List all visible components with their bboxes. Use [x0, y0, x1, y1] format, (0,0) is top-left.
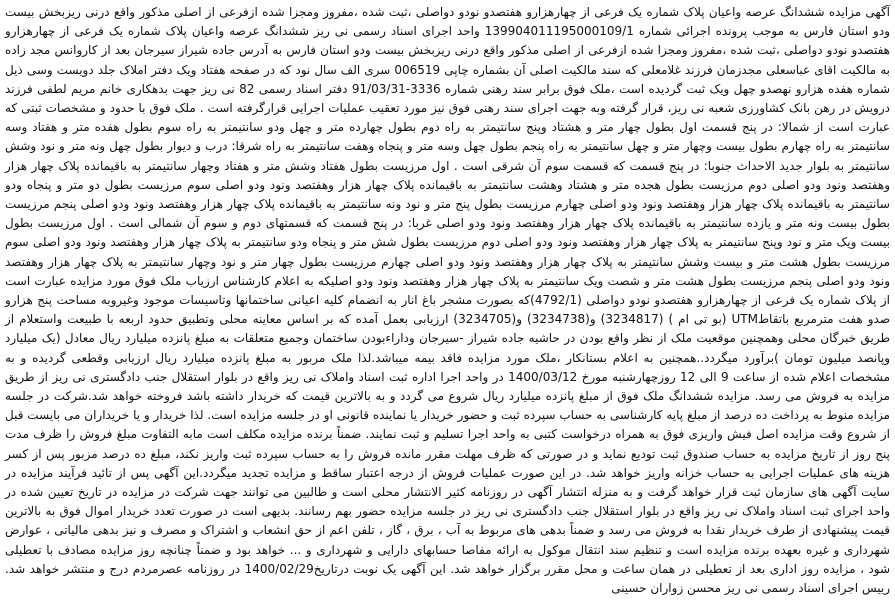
- auction-notice-text: آگهی مزایده ششدانگ عرصه واعیان پلاک شماره یک فرعی از چهارهزارو هفتصدو نودو دواصلی ،ثبت شده ،مفروز ومجزا شده ازفرعی از اصلی مذکور واقع درنی ریزبخش بیست ودو استان فارس به موجب پرونده اجرائی شماره 139904011195000109/1 واحد اجرای اسناد رسمی نی ریز ششدانگ عرصه واعیان پلاک شماره یک فرعی از چهارهزارو هفتصدو نودو دواصلی ،ثبت شده ،مفروز ومجزا شده ازفرعی از اصلی مذکور واقع درنی ریزبخش بیست ودو استان فارس به آدرس جاده شیراز سیرجان بعد از کاروانس مجد زاده به مالکیت اقای عباسعلی مجدزمان فرزند غلامعلی که سند مالکیت اصلی آن بشماره چاپی 006519 سری الف سال نود که در صفحه هفتاد ویک دفتر املاک جلد دویست وسی ذیل شماره هفده هزارو نهصدو چهل ویک ثبت گردیده است ،ملک فوق برابر سند رهنی شماره 3336-91/03/31 دفتر اسناد رسمی 82 نی ریز جهت بدهکاری خانم مریم لطفی فرزند درویش در رهن بانک کشاورزی شعبه نی ریز، قرار گرفته وبه جهت اجرای سند رهنی فوق نیز مورد تعقیب عملیات اجرایی قرارگرفته است . ملک فوق با حدود و مشخصات ثبتی که عبارت است از شمالا: در پنج قسمت اول بطول چهار متر و هشتاد وپنج سانتیمتر به راه دوم بطول چهارده متر و چهل ودو سانتیمتر به راه سوم بطول هفده متر و هفتاد وسه سانتیمتر به راه چهارم بطول بیست وچهار متر و چهل سانتیمتر به راه پنجم بطول چهل وسه متر و پنجاه وهفت سانتیمتر به راه شرقا: درب و دیوار بطول چهل ونه متر و نود وشش سانتیمتر به بلوار جدید الاحداث جنوبا: در پنج قسمت که قسمت سوم آن شرقی است . اول مرزیست بطول هفتاد وشش متر و هفتاد وچهار سانتیمتر به باقیمانده پلاک چهار هزار وهفتصد ونود ودو اصلی دوم مرزیست بطول هجده متر و هشتاد وهشت سانتیمتر به باقیمانده پلاک چهار هزار وهفتصد ونود ودو اصلی سوم مرزیست بطول دو متر و پنجاه ودو سانتیمتر به باقیمانده پلاک چهار هزار وهفتصد ونود ودو اصلی چهارم مرزیست بطول پنج متر و نود ونه سانتیمتر به باقیمانده پلاک چهار هزار وهفتصد ونود ودو اصلی پنجم مرزیست بطول بیست ونه متر و یازده سانتیمتر به باقیمانده پلاک چهار هزار وهفتصد ونود ودو اصلی غربا: در پنج قسمت که قسمتهای دوم و سوم آن شمالی است . اول مرزیست بطول بیست ویک متر و نود وپنج سانتیمتر به پلاک چهار هزار وهفتصد ونود ودو اصلی دوم مرزیست بطول شش متر و پنجاه ودو سانتیمتر به پلاک چهار هزار وهفتصد ونود ودو اصلی سوم مرزیست بطول هشت متر و بیست وشش سانتیمتر به پلاک چهار هزار وهفتصد ونود ودو اصلی چهارم مرزیست بطول چهار متر و نود وچهار سانتیمتر به پلاک چهار هزار وهفتصد ونود ودو اصلی پنجم مرزیست بطول هشت متر و شصت ویک سانتیمتر به پلاک چهار هزار وهفتصد ونود ودو اصلیکه به اعلام کارشناس ارزیاب ملک فوق مورد مزایده عبارت است از پلاک شماره یک فرعی از چهارهزارو هفتصدو نودو دواصلی (4792/1)که بصورت مشجر باغ انار به انضمام کلیه اعیانی ساختمانها وتاسیسات موجود وغیروبه مساحت پنج هزارو صدو هفت مترمربع باتقاطUTM (بو تی ام ) (3234817) و(3234738) و(3234705) ارزیابی بعمل آمده که بر اساس معاینه محلی وتطبیق حدود اربعه با طبیعت واستعلام از طریق خبرگان محلی وهمچنین موقعیت ملک از نظر واقع بودن در حاشیه جاده شیراز -سیرجان وداراءبودن ساختمان وجمیع متعلقات به مبلغ پانزده میلیارد ریال معادل (یک میلیارد وپانصد میلیون تومان )برآورد میگردد..همچنین به اعلام بستانکار ،ملک مورد مزایده فاقد بیمه میباشد.لذا ملک مربور به مبلغ پانزده میلیارد ریال ارزیابی وقطعی گردیده و به مشخصات اعلام شده از ساعت 9 الی 12 روزچهارشنبه مورخ 1400/03/12 در واحد اجرا اداره ثبت اسناد واملاک نی ریز واقع در بلوار استقلال جنب دادگستری نی ریز از طریق مزایده به فروش می رسد. مزایده ششدانگ ملک فوق از مبلغ پانزده میلیارد ریال شروع می گردد و به بالاترین قیمت که خریدار داشته باشد فروخته خواهد شد.شرکت در جلسه مزایده منوط به پرداخت ده درصد از مبلغ پایه کارشناسی به حساب سپرده ثبت و حضور خریدار یا نماینده قانونی او در جلسه مزایده است. لذا خریدار و یا خریداران می بایست قبل از شروع وقت مزایده اصل فیش واریزی فوق به همراه درخواست کتبی به واحد اجرا تسلیم و ثبت نمایند. ضمناً برنده مزایده مکلف است مابه التفاوت مبلغ فروش را ظرف مدت پنج روز از تاریخ مزایده به حساب صندوق ثبت تودیع نماید و در صورتی که ظرف مهلت مقرر مانده فروش را به حساب سپرده ثبت واریز نکند، مبلغ ده درصد مزبور پس از کسر هزینه های عملیات اجرایی به حساب خزانه واریز خواهد شد. در این صورت عملیات فروش از درجه اعتبار ساقط و مزایده تجدید میگردد.این آگهی پس از تائید فرآیند مزایده در سایت آگهی های سازمان ثبت قرار خواهد گرفت و به منزله انتشار آگهی در روزنامه کثیر الانتشار محلی است و طالبین می توانند جهت شرکت در مزایده در تاریخ تعیین شده در واحد اجرای ثبت اسناد واملاک نی ریز واقع در بلوار استقلال جنب دادگستری نی ریز در جلسه مزایده حضور بهم رسانند. بدیهی است در صورت تعدد خریدار اموال فوق به بالاترین قیمت پیشنهادی از طرف خریدار نقدا به فروش می رسد و ضمناً بدهی های مربوط به آب ، برق ، گاز ، تلفن اعم از حق انشعاب و اشتراک و مصرف و نیز بدهی مالیاتی ، عوارض شهرداری و غیره بعهده برنده مزایده است و تنظیم سند انتقال موکول به ارائه مفاصا حسابهای دارایی و شهرداری و ... خواهد بود و ضمناً چنانچه روز مزایده مصادف با تعطیلی شود ، مزایده روز اداری بعد از تعطیلی در همان ساعت و محل مقرر برگزار خواهد شد. این آگهی یک نوبت درتاریخ1400/02/29 در روزنامه عصرمردم درج و منتشر خواهد شد. رییس اجرای اسناد رسمی نی ریز محسن زواران حسینی: [5, 5, 891, 596]
